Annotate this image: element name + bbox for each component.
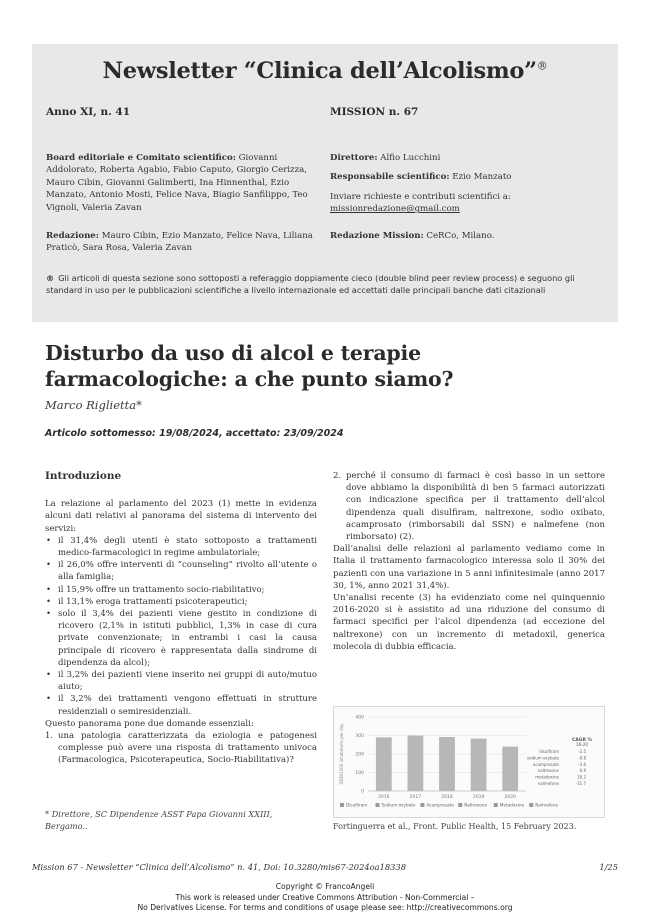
board-names: Giovanni Addolorato, Roberta Agabio, Fabio Caputo, Giorgio Cerizza, Mauro Cibin, Giovanni Galimberti, Ina Hinnenthal, Ezio Manzato, Antonio Mosti, Felice Nava, Biagio Sanfilippo, Teo Vignoli, Valeria Zavan <box>46 153 308 213</box>
citation: Mission 67 - Newsletter “Clinica dell’Alcolismo” n. 41, Doi: 10.3280/mis67-2024oa18338 <box>32 862 406 872</box>
figure-caption: Fortinguerra et al., Front. Public Health, 15 February 2023. <box>333 822 577 831</box>
bar <box>408 736 424 792</box>
board-label: Board editoriale e Comitato scientifico: <box>46 153 236 163</box>
legend-item: Naltrexone <box>464 802 488 808</box>
review-mark: ® <box>536 59 548 73</box>
license-line: This work is released under Creative Commons Attribution - Non-Commercial – <box>175 892 475 902</box>
list-item: • solo il 3,4% dei pazienti viene gestito in condizione di ricovero (2,1% in istituti pubblici, 1,3% in case di cura private convenzionate; in entrambi i casi la causa principale di ricovero è rappresentata dalla sindrome di dipendenza da alcol); <box>46 609 317 668</box>
cagr-subtitle: 16-20 <box>575 742 589 747</box>
mission-value: CeRCo, Milano. <box>426 231 495 241</box>
license-line: No Derivatives License. For terms and conditions of usage please see: http://creativecommons.org <box>137 903 513 913</box>
bar <box>376 737 392 791</box>
questions-list-continued <box>333 470 605 543</box>
review-symbol: ® <box>46 273 55 283</box>
cagr-label: metadoxine <box>535 774 559 780</box>
direction-info <box>330 152 600 223</box>
submission-dates: Articolo sottomesso: 19/08/2024, accettato: 23/09/2024 <box>45 428 344 439</box>
bar <box>471 739 487 791</box>
services-list <box>45 535 317 718</box>
question-item: 2. perché il consumo di farmaci è così basso in un settore dove abbiamo la disponibilità di ben 5 farmaci autorizzati con indicazione specifica per il trattamento dell’alcol dipendenza quali disulfiram, naltrexone, sodio oxibato, acamprosato (rimborsabili dal SSN) e nalmefene (non rimborsato) (2). <box>333 471 605 543</box>
legend-swatch <box>420 803 424 807</box>
x-tick-label: 2019 <box>472 795 485 800</box>
bar <box>439 737 455 791</box>
cagr-value: -9.8 <box>578 755 586 761</box>
submit-text: Inviare richieste e contributi scientifici a: <box>330 191 511 202</box>
questions-intro: Questo panorama pone due domande essenziali: <box>45 718 254 729</box>
page-number: 1/25 <box>599 862 618 872</box>
y-tick-label: 100 <box>355 771 364 776</box>
copyright-line: Copyright © FrancoAngeli <box>275 882 375 891</box>
cagr-title: CAGR % <box>571 738 593 743</box>
legend-item: Sodium oxybate <box>381 802 416 808</box>
legend-swatch <box>376 803 380 807</box>
legend-swatch <box>529 803 533 807</box>
legend-item: Disulfiram <box>346 802 368 808</box>
newsletter-title: Newsletter “Clinica dell’Alcolismo”® <box>102 58 548 84</box>
editorial-board <box>46 152 316 214</box>
cagr-label: disulfiram <box>539 749 559 754</box>
x-tick-label: 2017 <box>409 795 422 800</box>
cagr-value: -2.5 <box>578 749 586 754</box>
figure-chart <box>333 706 605 818</box>
y-tick-label: 0 <box>361 789 364 795</box>
x-tick-label: 2016 <box>378 795 390 800</box>
y-tick-label: 300 <box>355 734 364 739</box>
newsletter-banner <box>32 44 618 322</box>
peer-review-note <box>46 272 608 297</box>
director-label: Direttore: <box>330 153 378 163</box>
cagr-label: naltrexone <box>537 768 559 774</box>
y-axis-label: DDD/1000 inhabitants per day <box>339 723 344 785</box>
issue-number: Anno XI, n. 41 <box>46 106 130 118</box>
scientific-label: Responsabile scientifico: <box>330 172 450 183</box>
list-item: • il 3,2% dei trattamenti vengono effettuati in strutture residenziali o semiresidenziali. <box>46 694 317 717</box>
right-column <box>333 470 605 653</box>
intro-paragraph: La relazione al parlamento del 2023 (1) mette in evidenza alcuni dati relativi al panorama del sistema di intervento dei servizi: <box>45 499 317 534</box>
cagr-label: nalmefene <box>537 781 559 786</box>
mission-redazione <box>330 230 600 242</box>
questions-list <box>45 730 317 767</box>
cagr-value: -3.6 <box>578 761 586 767</box>
body-paragraph: Dall’analisi delle relazioni al parlamento vediamo come in Italia il trattamento farmacologico interessa solo il 30% dei pazienti con una variazione in 5 anni infinitesimale (anno 2017 30, 1%, anno 2021 31,4%). <box>333 544 605 591</box>
legend-swatch <box>458 803 462 807</box>
bar <box>502 747 518 791</box>
redazione-names: Mauro Cibin, Ezio Manzato, Felice Nava, Liliana Praticò, Sara Rosa, Valeria Zavan <box>46 231 313 254</box>
section-heading: Introduzione <box>45 470 122 482</box>
cagr-value: 6.9 <box>579 768 586 774</box>
page-footer <box>32 862 618 872</box>
legend-swatch <box>340 803 344 807</box>
redazione <box>46 230 316 255</box>
cagr-value: -31.7 <box>575 781 586 786</box>
list-item: • il 13,1% eroga trattamenti psicoterapeutici; <box>46 596 248 607</box>
legend-swatch <box>494 803 498 807</box>
list-item: • il 15,9% offre un trattamento socio-riabilitativo; <box>46 584 265 595</box>
cagr-label: acamprosate <box>532 761 559 767</box>
mission-label: Redazione Mission: <box>330 231 424 241</box>
article-author: Marco Riglietta* <box>45 398 142 412</box>
body-paragraph: Un’analisi recente (3) ha evidenziato come nel quinquennio 2016-2020 si è assistito ad una riduzione del consumo di farmaci specifici per l’alcol dipendenza (ad eccezione del naltrexone) con un incremento di metadoxil, generica molecola di dubbia efficacia. <box>333 593 605 652</box>
left-column <box>45 470 317 767</box>
mission-number: MISSION n. 67 <box>330 106 419 118</box>
cagr-value: 16.2 <box>577 774 586 780</box>
email-link[interactable]: missionredazione@gmail.com <box>330 204 460 215</box>
list-item: • il 31,4% degli utenti è stato sottoposto a trattamenti medico-farmacologici in regime ambulatoriale; <box>46 535 317 559</box>
article-title: Disturbo da uso di alcol e terapie farmacologiche: a che punto siamo? <box>45 341 454 391</box>
y-tick-label: 400 <box>355 715 364 721</box>
cagr-label: sodium oxybate <box>527 755 559 761</box>
review-text: Gli articoli di questa sezione sono sottoposti a referaggio doppiamente cieco (double blind peer review process) e seguono gli standard in uso per le pubblicazioni scientifiche a livello internazionale ed accettati dalle principali banche dati citazionali <box>46 273 575 296</box>
question-item: 1. una patologia caratterizzata da eziologia e patogenesi complesse può avere una risposta di trattamento univoca (Farmacologica, Psicoterapeutica, Socio-Riabilitativa)? <box>45 731 317 766</box>
x-tick-label: 2018 <box>441 795 453 800</box>
scientific-name: Ezio Manzato <box>452 172 512 183</box>
legend-item: Nalmefene <box>535 802 559 808</box>
legend-item: Acamprosate <box>426 802 454 808</box>
bar-chart <box>334 707 604 817</box>
legend-item: Metadoxine <box>499 802 525 808</box>
redazione-label: Redazione: <box>46 231 99 241</box>
list-item: • il 3,2% dei pazienti viene inserito nei gruppi di auto/mutuo aiuto; <box>46 670 317 693</box>
x-tick-label: 2020 <box>504 795 516 800</box>
list-item: • il 26,0% offre interventi di “counseling” rivolto all’utente o alla famiglia; <box>46 560 317 583</box>
director-name: Alfio Lucchini <box>380 153 441 163</box>
y-tick-label: 200 <box>355 752 364 758</box>
license-notice <box>0 882 650 914</box>
author-footnote: * Direttore, SC Dipendenze ASST Papa Giovanni XXIII, Bergamo.. <box>45 809 273 832</box>
